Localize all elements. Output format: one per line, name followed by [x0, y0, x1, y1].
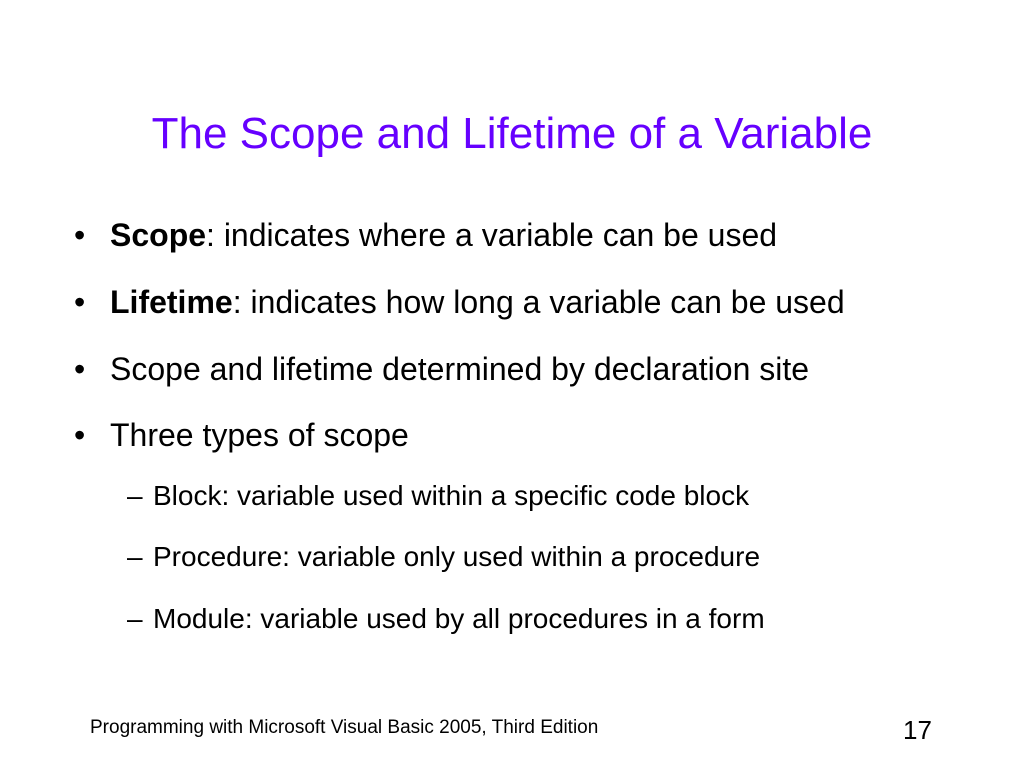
sub-bullet-text: Module: variable used by all procedures in a form: [153, 603, 765, 634]
sub-bullet-text: Block: variable used within a specific code block: [153, 480, 750, 511]
bullet-marker: •: [74, 417, 86, 453]
sub-bullet-item-procedure: [127, 539, 761, 575]
sub-bullet-text: Procedure: variable only used within a procedure: [153, 541, 761, 572]
bullet-term: Lifetime: [110, 284, 233, 320]
bullet-text: Scope and lifetime determined by declaration site: [110, 351, 810, 387]
slide-title: The Scope and Lifetime of a Variable: [151, 109, 873, 158]
slide-footer: Programming with Microsoft Visual Basic 2005, Third Edition: [90, 717, 599, 738]
bullet-item-types-of-scope: [74, 415, 409, 455]
bullet-item-lifetime: [74, 282, 845, 322]
bullet-text: : indicates how long a variable can be used: [232, 284, 845, 320]
bullet-item-scope: [74, 215, 778, 255]
bullet-marker: •: [74, 217, 86, 253]
sub-bullet-item-module: [127, 601, 765, 637]
bullet-term: Scope: [110, 217, 207, 253]
page-number: 17: [903, 715, 932, 745]
bullet-marker: •: [74, 284, 86, 320]
bullet-text: : indicates where a variable can be used: [206, 217, 778, 253]
sub-bullet-item-block: [127, 478, 750, 514]
sub-bullet-marker: –: [127, 541, 143, 572]
sub-bullet-marker: –: [127, 480, 143, 511]
sub-bullet-marker: –: [127, 603, 143, 634]
bullet-marker: •: [74, 351, 86, 387]
bullet-item-declaration-site: [74, 349, 810, 389]
bullet-text: Three types of scope: [110, 417, 409, 453]
